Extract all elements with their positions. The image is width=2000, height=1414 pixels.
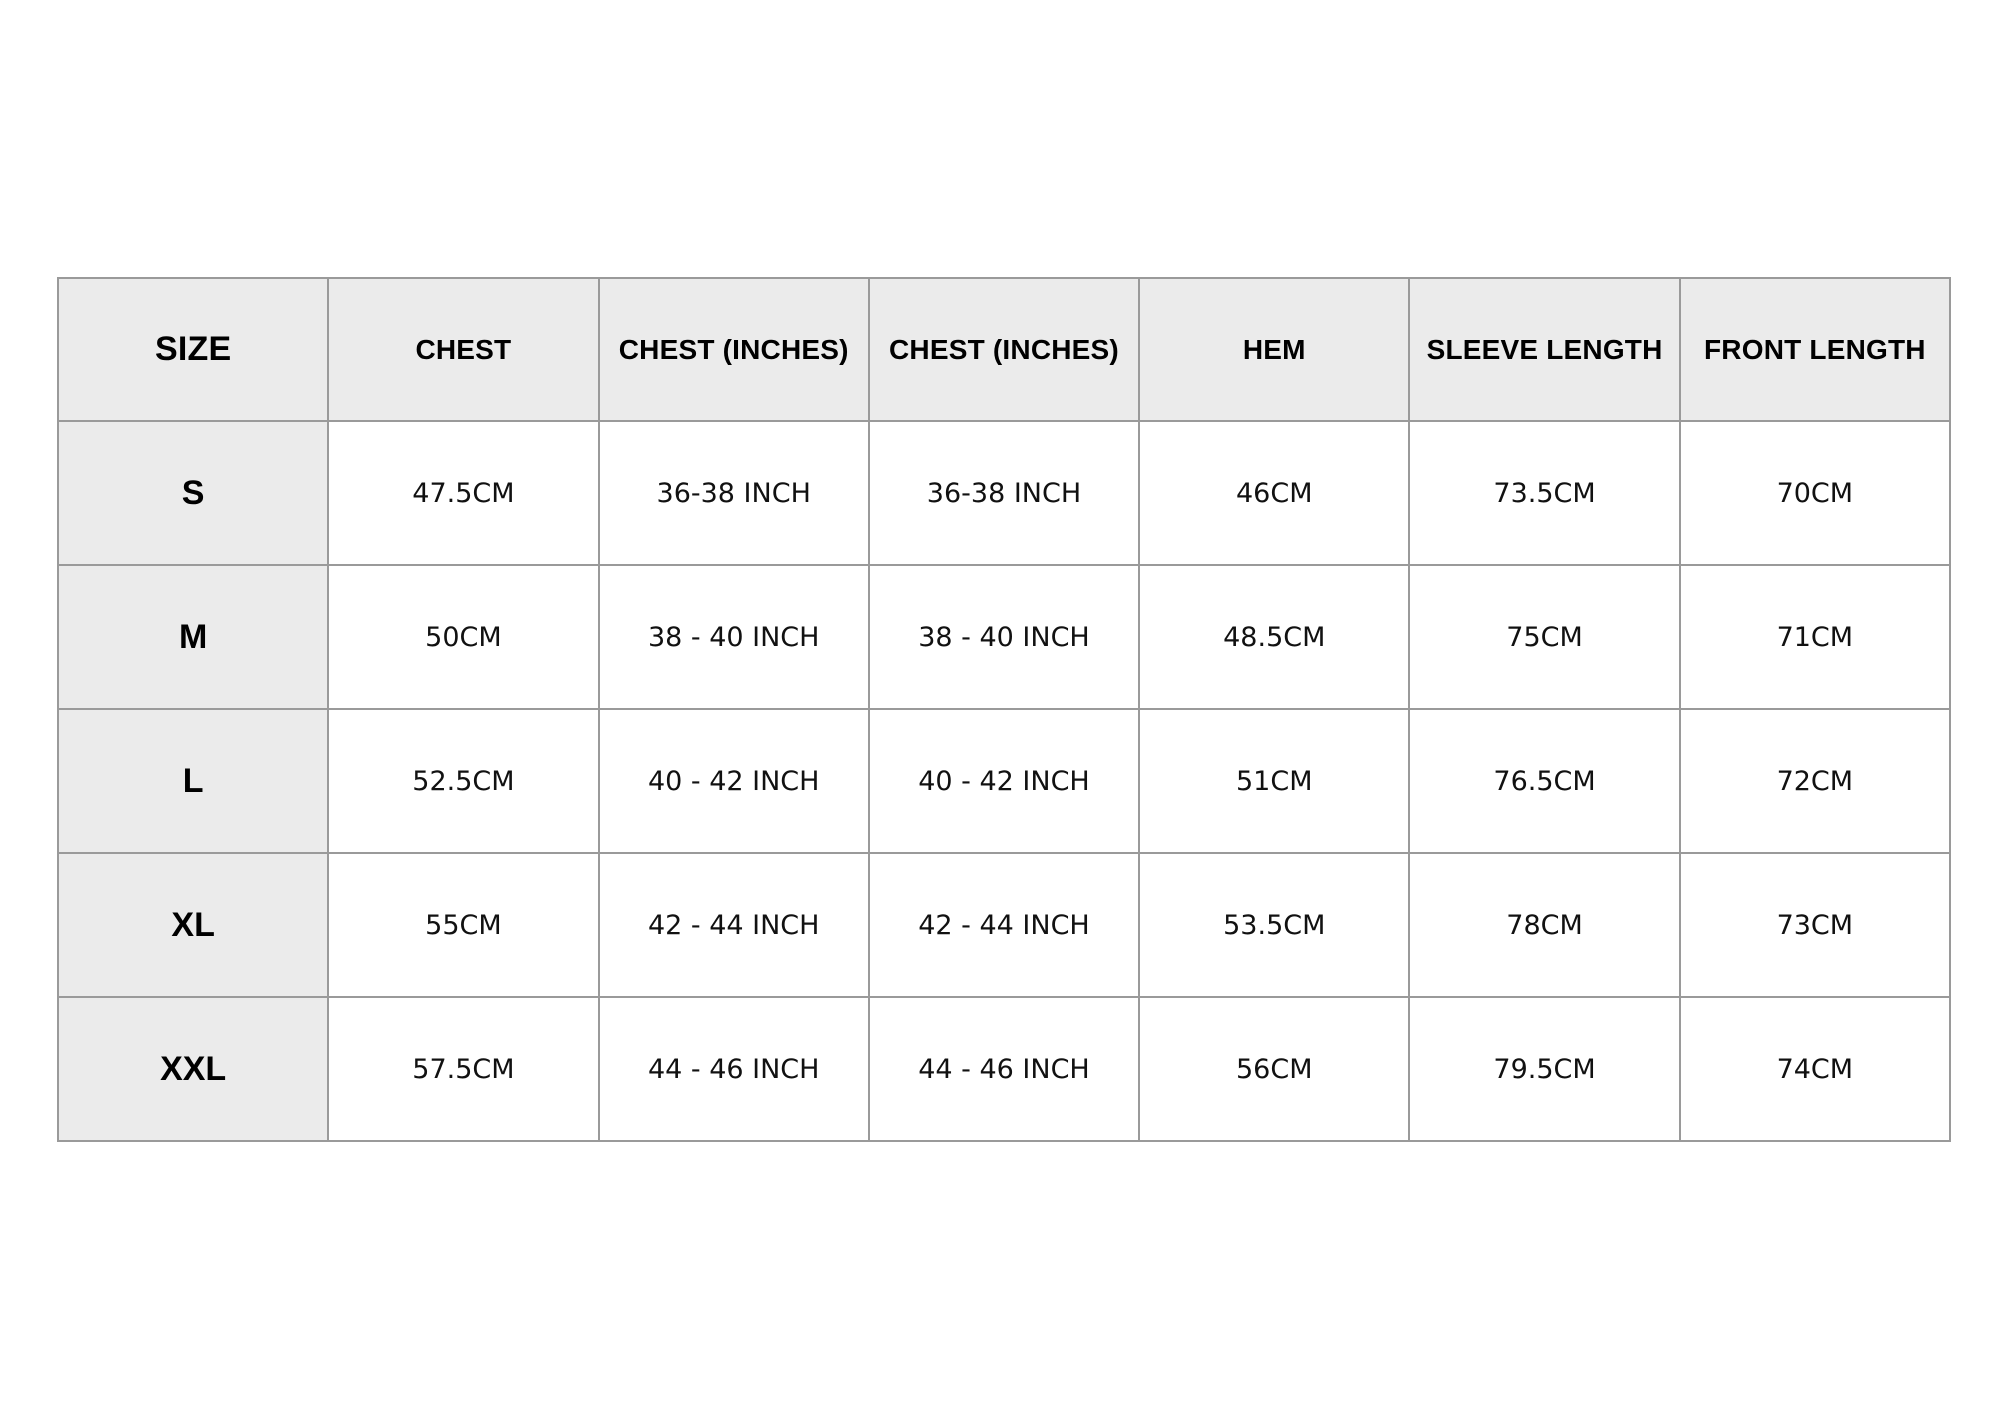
size-chart-header xyxy=(58,278,1950,421)
cell-front-length: 72CM xyxy=(1680,709,1950,853)
cell-sleeve-length: 79.5CM xyxy=(1409,997,1679,1141)
cell-chest-inches: 42 - 44 INCH xyxy=(599,853,869,997)
cell-chest-inches: 36-38 INCH xyxy=(599,421,869,565)
cell-front-length: 73CM xyxy=(1680,853,1950,997)
cell-chest: 57.5CM xyxy=(328,997,598,1141)
cell-chest-inches: 44 - 46 INCH xyxy=(599,997,869,1141)
header-chest: CHEST xyxy=(328,278,598,421)
cell-chest-inches-2: 40 - 42 INCH xyxy=(869,709,1139,853)
header-chest-inches-2: CHEST (INCHES) xyxy=(869,278,1139,421)
cell-chest-inches-2: 42 - 44 INCH xyxy=(869,853,1139,997)
cell-chest: 50CM xyxy=(328,565,598,709)
row-size-label: S xyxy=(58,421,328,565)
cell-sleeve-length: 73.5CM xyxy=(1409,421,1679,565)
cell-front-length: 74CM xyxy=(1680,997,1950,1141)
cell-chest-inches-2: 44 - 46 INCH xyxy=(869,997,1139,1141)
cell-chest: 55CM xyxy=(328,853,598,997)
cell-chest-inches-2: 38 - 40 INCH xyxy=(869,565,1139,709)
row-size-label: L xyxy=(58,709,328,853)
cell-chest: 47.5CM xyxy=(328,421,598,565)
cell-hem: 51CM xyxy=(1139,709,1409,853)
cell-hem: 48.5CM xyxy=(1139,565,1409,709)
cell-chest-inches-2: 36-38 INCH xyxy=(869,421,1139,565)
row-size-label: XL xyxy=(58,853,328,997)
table-row xyxy=(58,853,1950,997)
cell-hem: 56CM xyxy=(1139,997,1409,1141)
table-row xyxy=(58,421,1950,565)
cell-chest-inches: 40 - 42 INCH xyxy=(599,709,869,853)
cell-front-length: 70CM xyxy=(1680,421,1950,565)
header-size: SIZE xyxy=(58,278,328,421)
table-row xyxy=(58,997,1950,1141)
table-row xyxy=(58,565,1950,709)
cell-chest: 52.5CM xyxy=(328,709,598,853)
size-chart-table xyxy=(57,277,1951,1142)
cell-front-length: 71CM xyxy=(1680,565,1950,709)
size-chart-body xyxy=(58,421,1950,1141)
header-sleeve-length: SLEEVE LENGTH xyxy=(1409,278,1679,421)
header-row xyxy=(58,278,1950,421)
table-row xyxy=(58,709,1950,853)
row-size-label: XXL xyxy=(58,997,328,1141)
cell-hem: 53.5CM xyxy=(1139,853,1409,997)
cell-chest-inches: 38 - 40 INCH xyxy=(599,565,869,709)
cell-sleeve-length: 75CM xyxy=(1409,565,1679,709)
header-chest-inches: CHEST (INCHES) xyxy=(599,278,869,421)
header-hem: HEM xyxy=(1139,278,1409,421)
cell-sleeve-length: 78CM xyxy=(1409,853,1679,997)
cell-sleeve-length: 76.5CM xyxy=(1409,709,1679,853)
cell-hem: 46CM xyxy=(1139,421,1409,565)
header-front-length: FRONT LENGTH xyxy=(1680,278,1950,421)
row-size-label: M xyxy=(58,565,328,709)
